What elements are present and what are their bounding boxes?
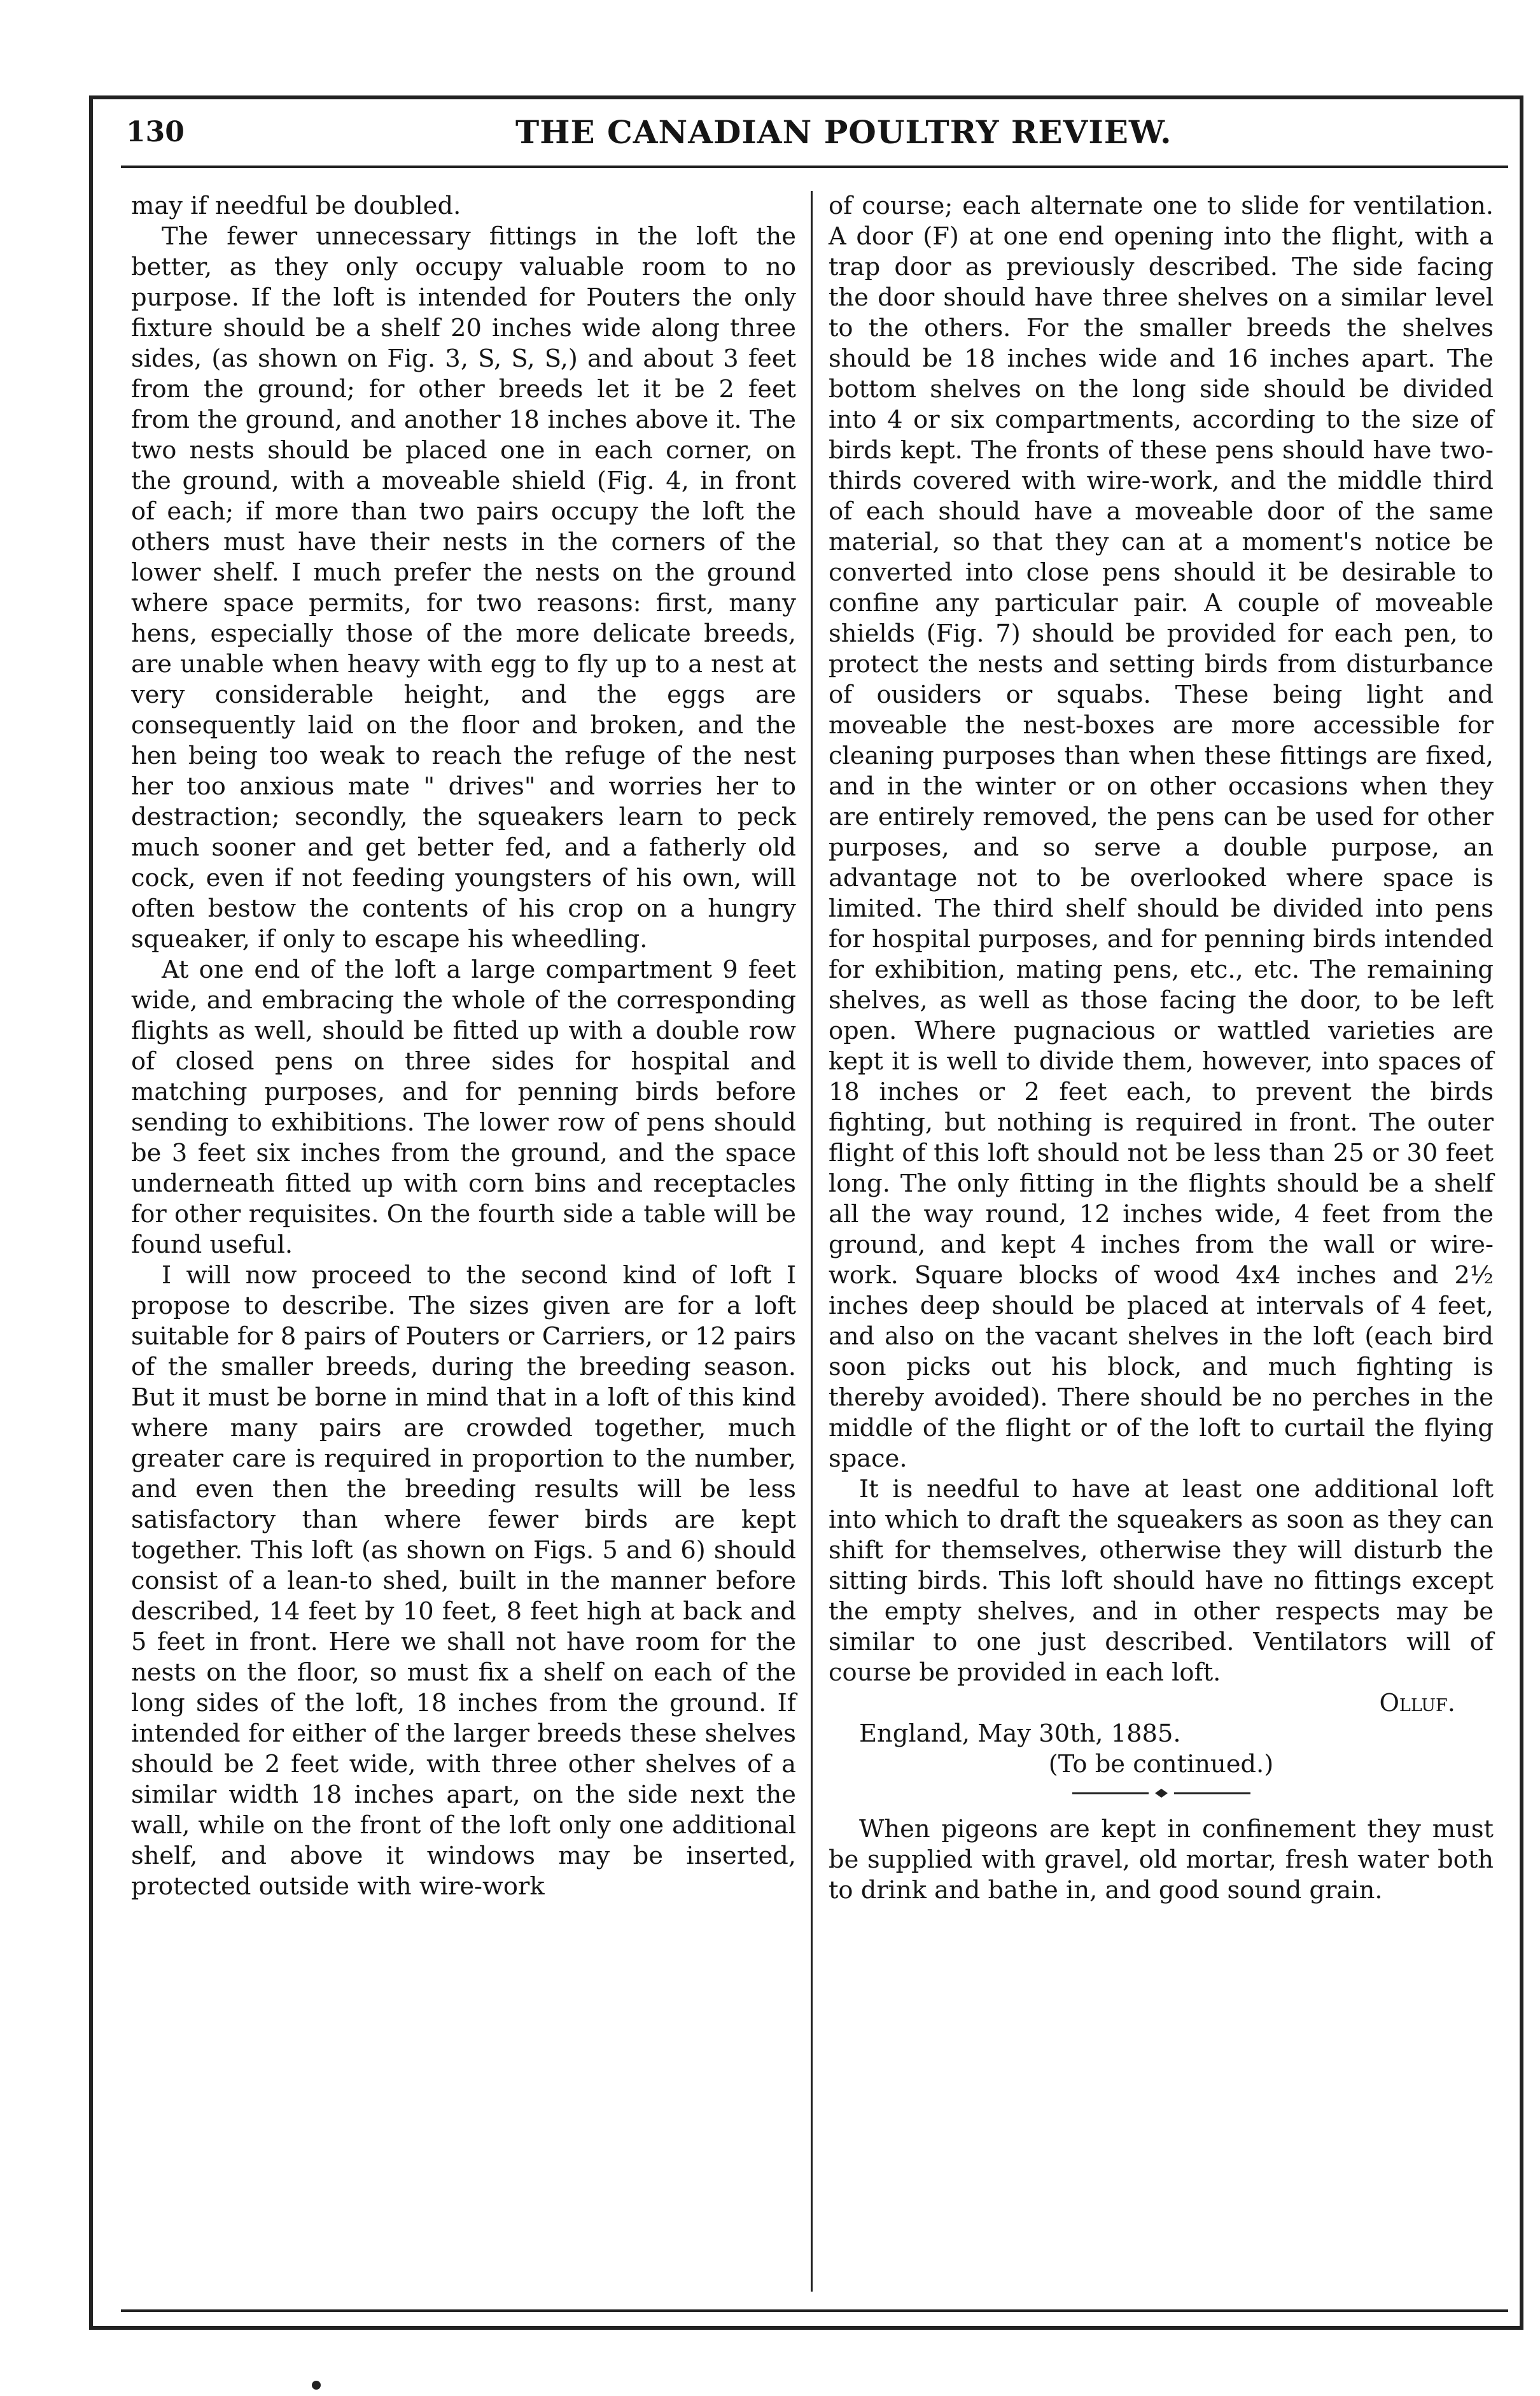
continued-note: (To be continued.) (1048, 1750, 1274, 1779)
paragraph: may if needful be doubled. (131, 192, 461, 220)
column-divider (811, 191, 813, 2292)
paragraph: of course; each alternate one to slide for ventilation. A door (F) at one end opening into the flight, with a trap door as previously described. The side facing the door should have three shelves on a similar level to the others. For the smaller breeds the shelves should be 18 inches wide and 16 inches apart. The bottom shelves on the long side should be divided into 4 or six compartments, according to the size of birds kept. The fronts of these pens should have two-thirds covered with wire-work, and the middle third of each should have a moveable door of the same material, so that they can at a moment's notice be converted into close pens should it be desirable to confine any particular pair. A couple of moveable shields (Fig. 7) should be provided for each pen, to protect the nests and setting birds from disturbance of ousiders or squabs. These being light and moveable the nest-boxes are more accessible for cleaning purposes than when these fittings are fixed, and in the winter or on other occasions when they are entirely removed, the pens can be used for other purposes, and so serve a double purpose, an advantage not to be overlooked where space is limited. The third shelf should be divided into pens for hospital purposes, and for penning birds intended for exhibition, mating pens, etc., etc. The remaining shelves, as well as those facing the door, to be left open. Where pugnacious or wattled varieties are kept it is well to divide them, however, into spaces of 18 inches or 2 feet each, to prevent the birds fighting, but nothing is required in front. The outer flight of this loft should not be less than 25 or 30 feet long. The only fitting in the flights should be a shelf all the way round, 12 inches wide, 4 feet from the ground, and kept 4 inches from the wall or wire-work. Square blocks of wood 4x4 inches and 2½ inches deep should be placed at intervals of 4 feet, and also on the vacant shelves in the loft (each bird soon picks out his block, and much fighting is thereby avoided). There should be no perches in the middle of the flight or of the loft to curtail the flying space. (829, 192, 1494, 1473)
ornament-divider (1066, 1789, 1257, 1798)
page-number: 130 (126, 116, 185, 148)
dateline: England, May 30th, 1885. (859, 1719, 1181, 1748)
footer-rule (121, 2309, 1508, 2312)
paragraph: At one end of the loft a large compartment 9 feet wide, and embracing the whole of the corresponding flights as well, should be fitted up with a double row of closed pens on three sides for hospital and matching purposes, and for penning birds before sending to exhibitions. The lower row of pens should be 3 feet six inches from the ground, and the space underneath fitted up with corn bins and receptacles for other requisites. On the fourth side a table will be found useful. (131, 955, 796, 1259)
paragraph: The fewer unnecessary fittings in the loft the better, as they only occupy valuable room to no purpose. If the loft is intended for Pouters the only fixture should be a shelf 20 inches wide along three sides, (as shown on Fig. 3, S, S, S,) and about 3 feet from the ground; for other breeds let it be 2 feet from the ground, and another 18 inches above it. The two nests should be placed one in each corner, on the ground, with a moveable shield (Fig. 4, in front of each; if more than two pairs occupy the loft the others must have their nests in the corners of the lower shelf. I much prefer the nests on the ground where space permits, for two reasons: first, many hens, especially those of the more delicate breeds, are unable when heavy with egg to fly up to a nest at very considerable height, and the eggs are consequently laid on the floor and broken, and the hen being too weak to reach the refuge of the nest her too anxious mate " drives" and worries her to destraction; secondly, the squeakers learn to peck much sooner and get better fed, and a fatherly old cock, even if not feeding youngsters of his own, will often bestow the contents of his crop on a hungry squeaker, if only to escape his wheedling. (131, 222, 796, 954)
page-border-bottom (89, 2326, 1523, 2330)
pigeon-note: When pigeons are kept in confinement they must be supplied with gravel, old mortar, fresh water both to drink and bathe in, and good sound grain. (829, 1815, 1494, 1905)
signature: Olluf. (1379, 1689, 1455, 1717)
page-border-right (1520, 95, 1523, 2330)
paragraph: It is needful to have at least one additional loft into which to draft the squeakers as soon as they can shift for themselves, otherwise they will disturb the sitting birds. This loft should have no fittings except the empty shelves, and in other respects may be similar to one just described. Ventilators will of course be provided in each loft. (829, 1475, 1494, 1687)
header-rule (121, 166, 1508, 168)
right-column (829, 191, 1494, 1906)
left-column (131, 191, 796, 1902)
page-border-left (89, 95, 93, 2330)
ink-mark (312, 2381, 321, 2390)
paragraph: I will now proceed to the second kind of loft I propose to describe. The sizes given are for a loft suitable for 8 pairs of Pouters or Carriers, or 12 pairs of the smaller breeds, during the breeding season. But it must be borne in mind that in a loft of this kind where many pairs are crowded together, much greater care is required in proportion to the number, and even then the breeding results will be less satisfactory than where fewer birds are kept together. This loft (as shown on Figs. 5 and 6) should consist of a lean-to shed, built in the manner before described, 14 feet by 10 feet, 8 feet high at back and 5 feet in front. Here we shall not have room for the nests on the floor, so must fix a shelf on each of the long sides of the loft, 18 inches from the ground. If intended for either of the larger breeds these shelves should be 2 feet wide, with three other shelves of a similar width 18 inches apart, on the side next the wall, while on the front of the loft only one additional shelf, and above it windows may be inserted, protected outside with wire-work (131, 1261, 796, 1901)
page-border-top (89, 95, 1523, 99)
running-title: THE CANADIAN POULTRY REVIEW. (515, 113, 1172, 151)
